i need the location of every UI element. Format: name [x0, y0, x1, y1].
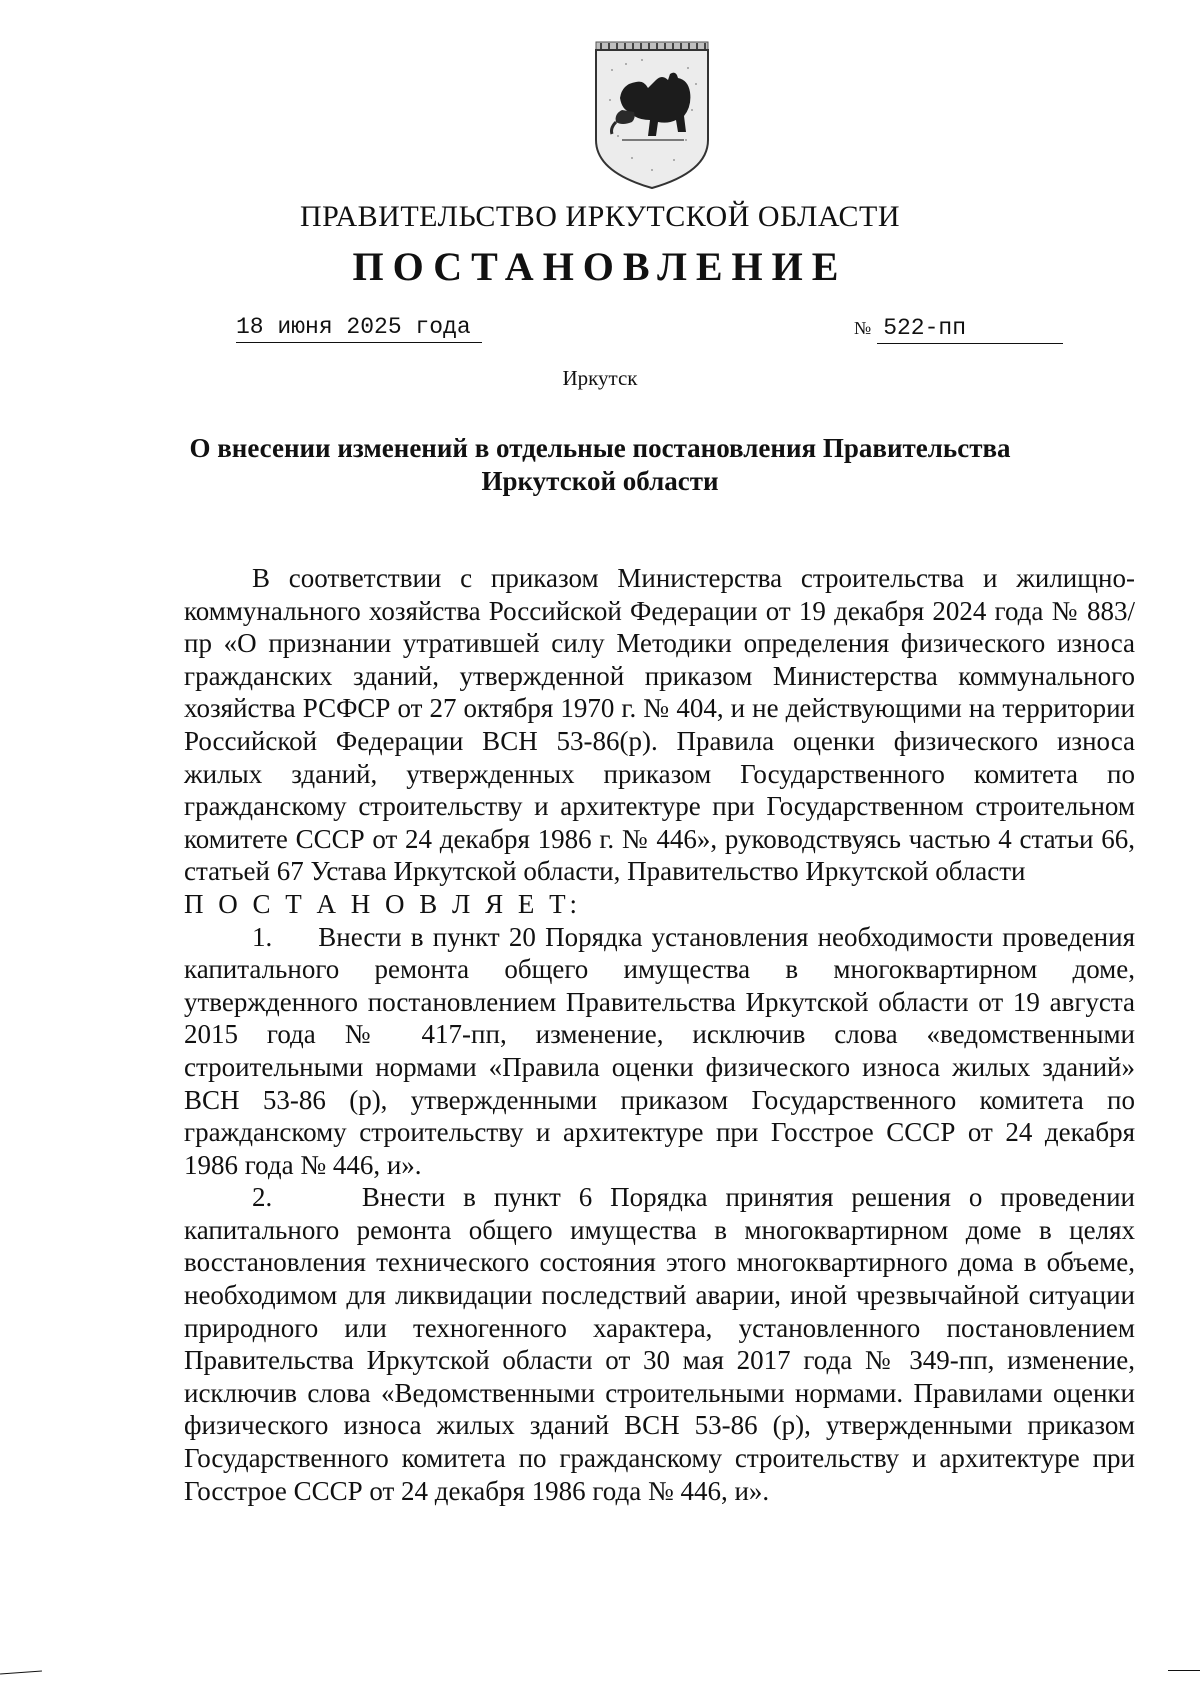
document-type-heading: ПОСТАНОВЛЕНИЕ [352, 244, 848, 289]
document-date: 18 июня 2025 года [236, 314, 482, 343]
document-number-field [854, 314, 1063, 344]
document-city: Иркутск [562, 366, 638, 390]
scan-edge-mark-left [0, 1671, 42, 1675]
document-subject: О внесении изменений в отдельные постановления Правительства Иркутской области [189, 433, 1011, 496]
decree-item-1: 1. Внести в пункт 20 Порядка установления необходимости проведения капитального ремонта общего имущества в многоквартирном доме, утвержденного постановлением Правительства Иркутской области от 19 августа 2015 года № 417-пп, изменение, исключив слова «ведомственными строительными нормами «Правила оценки физического износа жилых зданий» ВСН 53-86 (р), утвержденными приказом Государственного комитета по гражданскому строительству и архитектуре при Госстрое СССР от 24 декабря 1986 года № 446, и». [184, 921, 1135, 1180]
document-number: 522-пп [877, 315, 1063, 344]
number-sign: № [854, 318, 872, 338]
irkutsk-coat-of-arms-icon [592, 40, 712, 190]
decree-word: П О С Т А Н О В Л Я Е Т: [184, 888, 582, 919]
scan-edge-mark-right [1168, 1670, 1200, 1671]
government-title: ПРАВИТЕЛЬСТВО ИРКУТСКОЙ ОБЛАСТИ [299, 200, 901, 233]
decree-item-2: 2. Внести в пункт 6 Порядка принятия решения о проведении капитального ремонта общего имущества в многоквартирном доме в целях восстановления технического состояния этого многоквартирного дома в объеме, необходимом для ликвидации последствий аварии, иной чрезвычайной ситуации природного или техногенного характера, установленного постановлением Правительства Иркутской области от 30 мая 2017 года № 349-пп, изменение, исключив слова «Ведомственными строительными нормами. Правилами оценки физического износа жилых зданий ВСН 53-86 (р), утвержденными приказом Государственного комитета по гражданскому строительству и архитектуре при Госстрое СССР от 24 декабря 1986 года № 446, и». [184, 1182, 1135, 1506]
document-body [184, 562, 1135, 1507]
preamble-paragraph: В соответствии с приказом Министерства строительства и жилищно-коммунального хозяйства Российской Федерации от 19 декабря 2024 года № 883/пр «О признании утратившей силу Методики определения физического износа гражданских зданий, утвержденной приказом Министерства коммунального хозяйства РСФСР от 27 октября 1970 г. № 404, и не действующими на территории Российской Федерации ВСН 53-86(р). Правила оценки физического износа жилых зданий, утвержденных приказом Государственного комитета по гражданскому строительству и архитектуре при Государственном строительном комитете СССР от 24 декабря 1986 г. № 446», руководствуясь частью 4 статьи 66, статьей 67 Устава Иркутской области, Правительство Иркутской области [184, 563, 1135, 887]
